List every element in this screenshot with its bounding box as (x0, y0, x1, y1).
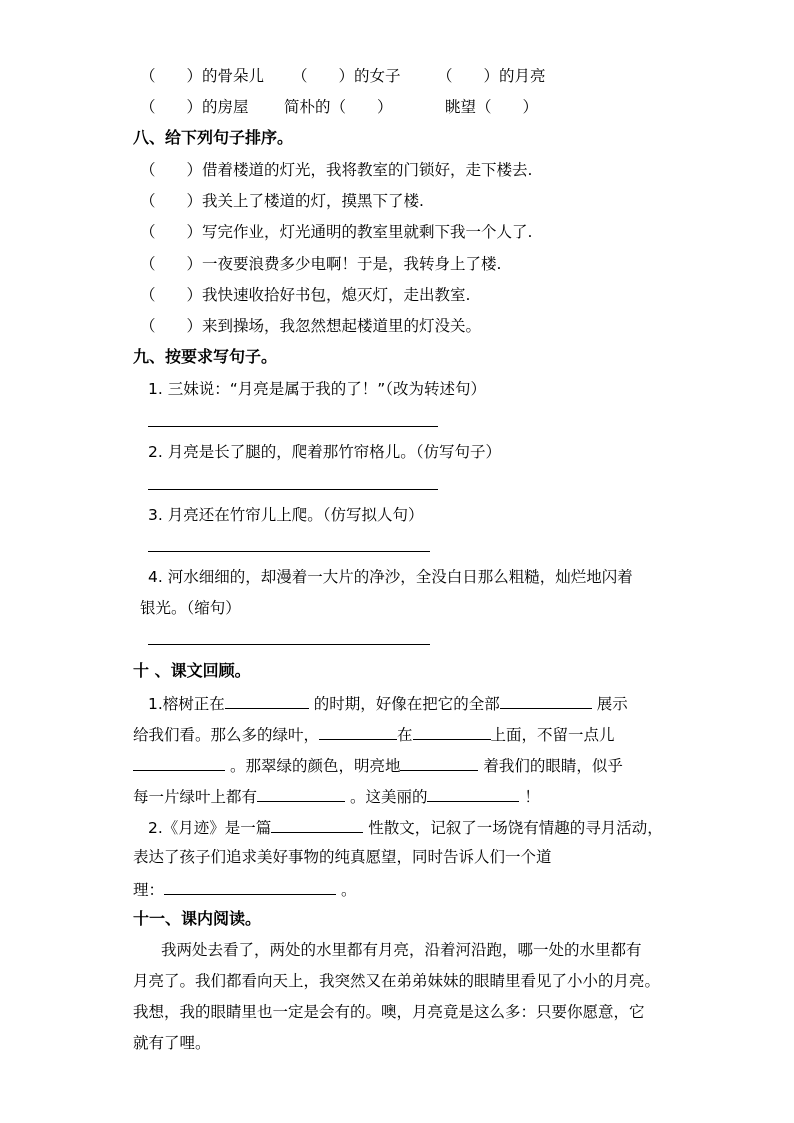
rewrite-q2: 2. 月亮是长了腿的，爬着那竹帘格儿。（仿写句子） (148, 443, 501, 461)
sort-item-3: （ ）写完作业，灯光通明的教室里就剩下我一个人了. (140, 223, 533, 241)
reading-line-4: 就有了哩。 (133, 1034, 211, 1052)
fill-word-3: （ ）的月亮 (437, 67, 546, 85)
blank-2[interactable] (500, 692, 592, 709)
review-p2-line1: 2.《月迹》是一篇 性散文，记叙了一场饶有情趣的寻月活动， (148, 816, 663, 838)
rewrite-q1: 1. 三妹说：“月亮是属于我的了！”（改为转述句） (148, 380, 487, 398)
review-p1-line2: 给我们看。那么多的绿叶， 在 上面，不留一点儿 (133, 723, 615, 745)
review-p2-line3: 理： 。 (133, 878, 356, 900)
blank-10[interactable] (164, 878, 336, 895)
blank-5[interactable] (133, 754, 225, 771)
review-p1-line3: 。那翠绿的颜色，明亮地 着我们的眼睛，似乎 (133, 754, 623, 776)
review-p2-line2: 表达了孩子们追求美好事物的纯真愿望，同时告诉人们一个道 (133, 848, 552, 866)
section8-title: 八、给下列句子排序。 (133, 128, 294, 147)
answer-line-q2[interactable] (148, 489, 438, 490)
rewrite-q3: 3. 月亮还在竹帘儿上爬。（仿写拟人句） (148, 506, 424, 524)
reading-line-3: 我想，我的眼睛里也一定是会有的。噢，月亮竟是这么多：只要你愿意，它 (133, 1003, 645, 1021)
answer-line-q1[interactable] (148, 426, 438, 427)
blank-7[interactable] (257, 785, 345, 802)
fill-word-5: 简朴的（ ） (284, 98, 393, 116)
sort-item-2: （ ）我关上了楼道的灯，摸黑下了楼. (140, 192, 424, 210)
blank-3[interactable] (319, 723, 397, 740)
rewrite-q4-line2: 银光。（缩句） (140, 599, 241, 617)
answer-line-q3[interactable] (148, 551, 430, 552)
blank-1[interactable] (225, 692, 309, 709)
rewrite-q4-line1: 4. 河水细细的，却漫着一大片的净沙，全没白日那么粗糙，灿烂地闪着 (148, 568, 633, 586)
fill-word-2: （ ）的女子 (292, 67, 401, 85)
reading-line-1: 我两处去看了，两处的水里都有月亮，沿着河沿跑，哪一处的水里都有 (161, 941, 642, 959)
sort-item-4: （ ）一夜要浪费多少电啊！于是，我转身上了楼. (140, 255, 502, 273)
review-p1-line4: 每一片绿叶上都有 。这美丽的 ！ (133, 785, 540, 807)
blank-4[interactable] (413, 723, 491, 740)
fill-word-1: （ ）的骨朵儿 (140, 67, 265, 85)
sort-item-6: （ ）来到操场，我忽然想起楼道里的灯没关。 (140, 317, 482, 335)
answer-line-q4[interactable] (148, 644, 430, 645)
blank-6[interactable] (400, 754, 478, 771)
blank-9[interactable] (271, 816, 363, 833)
fill-word-4: （ ）的房屋 (140, 98, 249, 116)
sort-item-5: （ ）我快速收拾好书包，熄灭灯，走出教室. (140, 286, 471, 304)
review-p1-line1: 1.榕树正在 的时期，好像在把它的全部 展示 (148, 692, 628, 714)
section11-title: 十一、课内阅读。 (133, 909, 262, 928)
blank-8[interactable] (427, 785, 519, 802)
sort-item-1: （ ）借着楼道的灯光，我将教室的门锁好，走下楼去. (140, 161, 533, 179)
section9-title: 九、按要求写句子。 (133, 347, 278, 366)
section10-title: 十 、课文回顾。 (133, 661, 251, 680)
fill-word-6: 眺望（ ） (445, 98, 539, 116)
reading-line-2: 月亮了。我们都看向天上，我突然又在弟弟妹妹的眼睛里看见了小小的月亮。 (133, 972, 661, 990)
